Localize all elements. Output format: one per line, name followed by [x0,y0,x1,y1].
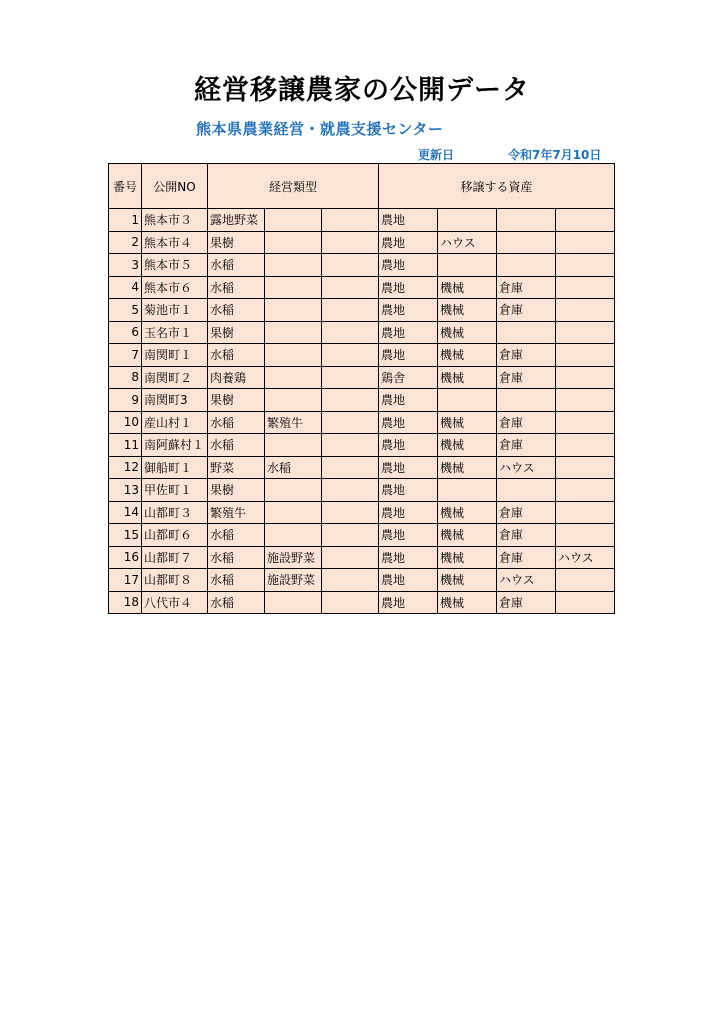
cell-asset-2 [438,209,497,232]
cell-asset-2: ハウス [438,231,497,254]
cell-public-no: 八代市４ [142,591,208,614]
table-row [109,569,615,592]
cell-public-no: 甲佐町１ [142,479,208,502]
cell-no: 2 [109,231,142,254]
cell-asset-3 [497,479,556,502]
cell-type-2 [265,389,322,412]
page-title: 経営移譲農家の公開データ [194,75,530,106]
cell-no: 4 [109,276,142,299]
cell-public-no: 玉名市１ [142,321,208,344]
cell-public-no: 山都町８ [142,569,208,592]
cell-asset-4 [556,479,615,502]
table-row [109,524,615,547]
cell-asset-1: 農地 [379,231,438,254]
cell-asset-2 [438,389,497,412]
cell-public-no: 南阿蘇村１ [142,434,208,457]
cell-asset-2: 機械 [438,299,497,322]
cell-asset-1: 農地 [379,501,438,524]
cell-type-1: 果樹 [208,321,265,344]
table-row [109,389,615,412]
cell-type-3 [322,321,379,344]
cell-asset-1: 鶏舎 [379,366,438,389]
table-row [109,209,615,232]
header-management-type: 経営類型 [208,164,379,209]
cell-asset-3: 倉庫 [497,411,556,434]
cell-asset-3: 倉庫 [497,276,556,299]
cell-asset-4 [556,389,615,412]
cell-public-no: 山都町７ [142,546,208,569]
table-header-row [109,164,615,209]
cell-type-3 [322,254,379,277]
cell-asset-1: 農地 [379,569,438,592]
cell-asset-1: 農地 [379,254,438,277]
table-row [109,456,615,479]
table-row [109,546,615,569]
cell-type-3 [322,389,379,412]
cell-asset-3: ハウス [497,569,556,592]
cell-asset-3: ハウス [497,456,556,479]
cell-asset-3: 倉庫 [497,591,556,614]
cell-asset-4 [556,591,615,614]
cell-type-1: 果樹 [208,231,265,254]
cell-asset-1: 農地 [379,546,438,569]
cell-type-3 [322,591,379,614]
cell-type-1: 繁殖牛 [208,501,265,524]
update-label: 更新日 [418,148,455,162]
cell-type-1: 露地野菜 [208,209,265,232]
organization-name: 熊本県農業経営・就農支援センター [196,120,444,138]
update-date: 令和7年7月10日 [508,148,602,162]
cell-asset-1: 農地 [379,344,438,367]
cell-public-no: 菊池市１ [142,299,208,322]
cell-asset-3: 倉庫 [497,501,556,524]
cell-asset-2: 機械 [438,546,497,569]
table-row [109,411,615,434]
cell-asset-4 [556,209,615,232]
cell-asset-2: 機械 [438,569,497,592]
cell-type-3 [322,209,379,232]
cell-asset-3 [497,231,556,254]
cell-public-no: 産山村１ [142,411,208,434]
table-row [109,321,615,344]
cell-type-1: 水稲 [208,344,265,367]
cell-asset-1: 農地 [379,479,438,502]
cell-type-3 [322,569,379,592]
cell-asset-1: 農地 [379,276,438,299]
cell-type-2 [265,321,322,344]
cell-asset-4 [556,434,615,457]
cell-type-3 [322,479,379,502]
cell-type-2 [265,231,322,254]
table-row [109,254,615,277]
cell-no: 18 [109,591,142,614]
cell-type-2 [265,434,322,457]
cell-asset-1: 農地 [379,524,438,547]
cell-no: 12 [109,456,142,479]
cell-no: 9 [109,389,142,412]
table-row [109,299,615,322]
cell-type-3 [322,344,379,367]
cell-asset-2: 機械 [438,591,497,614]
table-row [109,501,615,524]
cell-type-3 [322,411,379,434]
farm-data-table [108,163,615,614]
table-row [109,591,615,614]
cell-asset-4 [556,411,615,434]
cell-asset-2: 機械 [438,434,497,457]
table-row [109,231,615,254]
cell-type-2 [265,479,322,502]
cell-asset-4 [556,524,615,547]
cell-type-2 [265,209,322,232]
cell-no: 3 [109,254,142,277]
cell-type-3 [322,231,379,254]
cell-asset-3: 倉庫 [497,344,556,367]
table-row [109,344,615,367]
cell-public-no: 熊本市３ [142,209,208,232]
cell-asset-4 [556,321,615,344]
cell-type-1: 水稲 [208,591,265,614]
cell-asset-1: 農地 [379,389,438,412]
table-row [109,366,615,389]
cell-asset-4 [556,231,615,254]
cell-type-1: 果樹 [208,389,265,412]
cell-no: 14 [109,501,142,524]
cell-type-3 [322,501,379,524]
cell-asset-1: 農地 [379,321,438,344]
cell-asset-3: 倉庫 [497,434,556,457]
cell-type-1: 水稲 [208,411,265,434]
cell-type-2 [265,524,322,547]
cell-asset-2: 機械 [438,411,497,434]
cell-asset-2: 機械 [438,321,497,344]
cell-type-2 [265,276,322,299]
cell-type-3 [322,546,379,569]
cell-asset-2: 機械 [438,524,497,547]
cell-asset-3 [497,209,556,232]
cell-type-1: 肉養鶏 [208,366,265,389]
cell-asset-3: 倉庫 [497,546,556,569]
cell-public-no: 熊本市４ [142,231,208,254]
cell-no: 11 [109,434,142,457]
cell-no: 8 [109,366,142,389]
cell-asset-3 [497,254,556,277]
header-no: 番号 [109,164,142,209]
cell-type-1: 水稲 [208,254,265,277]
cell-asset-2: 機械 [438,344,497,367]
cell-asset-3 [497,321,556,344]
cell-asset-3: 倉庫 [497,299,556,322]
cell-type-2 [265,254,322,277]
cell-public-no: 南関町１ [142,344,208,367]
cell-type-3 [322,276,379,299]
cell-type-1: 水稲 [208,569,265,592]
cell-public-no: 南関町２ [142,366,208,389]
cell-asset-4 [556,344,615,367]
cell-no: 6 [109,321,142,344]
cell-type-2 [265,591,322,614]
cell-type-2 [265,366,322,389]
cell-type-1: 水稲 [208,546,265,569]
cell-asset-1: 農地 [379,591,438,614]
cell-type-2: 施設野菜 [265,546,322,569]
cell-no: 17 [109,569,142,592]
cell-asset-1: 農地 [379,411,438,434]
cell-public-no: 山都町３ [142,501,208,524]
cell-type-3 [322,524,379,547]
cell-public-no: 御船町１ [142,456,208,479]
cell-asset-1: 農地 [379,434,438,457]
cell-type-1: 果樹 [208,479,265,502]
cell-type-1: 水稲 [208,299,265,322]
cell-type-3 [322,299,379,322]
cell-asset-3 [497,389,556,412]
cell-type-2 [265,344,322,367]
cell-no: 13 [109,479,142,502]
cell-asset-2 [438,254,497,277]
cell-type-2 [265,501,322,524]
cell-type-1: 野菜 [208,456,265,479]
cell-public-no: 南関町3 [142,389,208,412]
cell-public-no: 山都町６ [142,524,208,547]
cell-asset-2: 機械 [438,276,497,299]
cell-asset-1: 農地 [379,456,438,479]
cell-asset-4 [556,276,615,299]
cell-type-1: 水稲 [208,434,265,457]
cell-type-1: 水稲 [208,276,265,299]
cell-no: 1 [109,209,142,232]
cell-public-no: 熊本市５ [142,254,208,277]
cell-no: 5 [109,299,142,322]
cell-type-2: 繁殖牛 [265,411,322,434]
header-transfer-assets: 移譲する資産 [379,164,615,209]
cell-type-3 [322,456,379,479]
cell-asset-1: 農地 [379,209,438,232]
cell-type-2 [265,299,322,322]
cell-no: 16 [109,546,142,569]
cell-asset-1: 農地 [379,299,438,322]
table-row [109,434,615,457]
cell-asset-4 [556,299,615,322]
cell-asset-2: 機械 [438,456,497,479]
cell-asset-4 [556,366,615,389]
cell-public-no: 熊本市６ [142,276,208,299]
cell-asset-2 [438,479,497,502]
cell-no: 10 [109,411,142,434]
cell-asset-3: 倉庫 [497,524,556,547]
cell-type-2: 水稲 [265,456,322,479]
cell-no: 15 [109,524,142,547]
cell-type-3 [322,434,379,457]
cell-asset-4 [556,501,615,524]
cell-type-1: 水稲 [208,524,265,547]
cell-asset-2: 機械 [438,366,497,389]
cell-asset-2: 機械 [438,501,497,524]
cell-no: 7 [109,344,142,367]
cell-asset-4 [556,456,615,479]
cell-asset-4: ハウス [556,546,615,569]
cell-asset-4 [556,569,615,592]
cell-asset-3: 倉庫 [497,366,556,389]
cell-type-2: 施設野菜 [265,569,322,592]
cell-type-3 [322,366,379,389]
table-row [109,479,615,502]
table-row [109,276,615,299]
header-public-no: 公開NO [142,164,208,209]
cell-asset-4 [556,254,615,277]
